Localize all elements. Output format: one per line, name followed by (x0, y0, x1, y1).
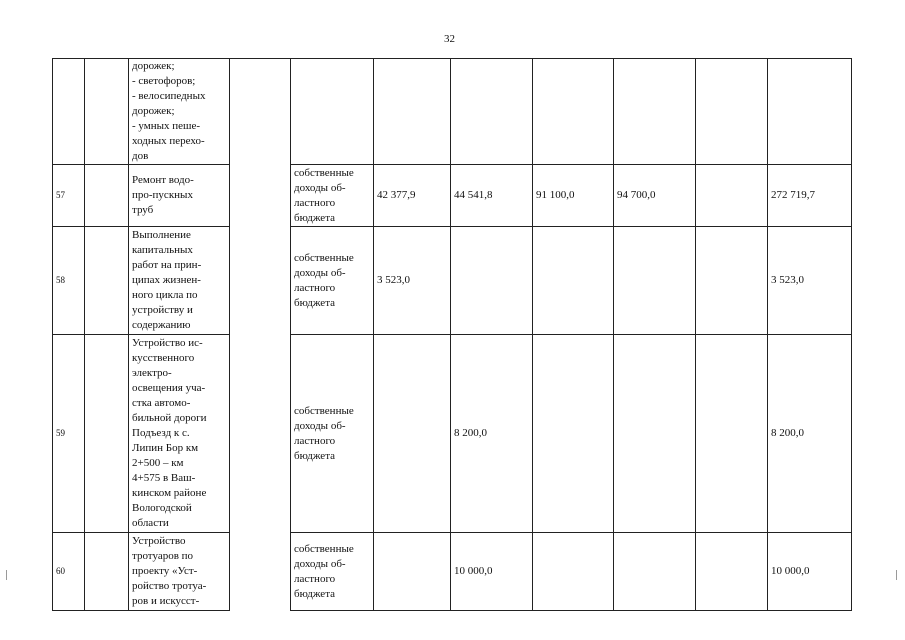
value-cell (533, 335, 614, 533)
measure-name: Устройство тротуаров по проекту «Уст- ройство тротуа- ров и искусст- (129, 533, 230, 611)
blank-cell (85, 59, 129, 165)
funding-source (291, 59, 374, 165)
funding-source: собственные доходы об- ластного бюджета (291, 335, 374, 533)
blank-cell (85, 335, 129, 533)
value-cell: 8 200,0 (451, 335, 533, 533)
measure-name: Выполнение капитальных работ на прин- ципах жизнен- ного цикла по устройству и содержанию (129, 227, 230, 335)
value-cell (374, 533, 451, 611)
total-cell: 8 200,0 (768, 335, 852, 533)
value-cell (696, 533, 768, 611)
total-cell (768, 59, 852, 165)
total-cell: 10 000,0 (768, 533, 852, 611)
value-cell (614, 335, 696, 533)
value-cell (614, 227, 696, 335)
row-number: 58 (53, 227, 85, 335)
value-cell (696, 335, 768, 533)
margin-mark (6, 570, 7, 580)
value-cell: 10 000,0 (451, 533, 533, 611)
margin-mark (896, 570, 897, 580)
funding-source: собственные доходы об- ластного бюджета (291, 227, 374, 335)
value-cell (696, 165, 768, 227)
value-cell (451, 59, 533, 165)
value-cell (374, 335, 451, 533)
funding-source: собственные доходы об- ластного бюджета (291, 165, 374, 227)
table-row (53, 533, 852, 611)
value-cell: 91 100,0 (533, 165, 614, 227)
row-number: 59 (53, 335, 85, 533)
page-number: 32 (444, 33, 455, 45)
value-cell (533, 227, 614, 335)
value-cell (533, 533, 614, 611)
measure-name: Ремонт водо- про-пускных труб (129, 165, 230, 227)
funding-source: собственные доходы об- ластного бюджета (291, 533, 374, 611)
value-cell (451, 227, 533, 335)
value-cell: 94 700,0 (614, 165, 696, 227)
value-cell (614, 533, 696, 611)
value-cell: 44 541,8 (451, 165, 533, 227)
table-row (53, 59, 852, 165)
row-number (53, 59, 85, 165)
table-row (53, 335, 852, 533)
table-row (53, 227, 852, 335)
value-cell (533, 59, 614, 165)
blank-cell (85, 165, 129, 227)
blank-merged-column (230, 59, 291, 611)
value-cell (696, 59, 768, 165)
row-number: 60 (53, 533, 85, 611)
value-cell: 3 523,0 (374, 227, 451, 335)
row-number: 57 (53, 165, 85, 227)
budget-table (52, 58, 852, 611)
measure-name: Устройство ис- кусственного электро- освещения уча- стка автомо- бильной дороги Подъезд к с. Липин Бор км 2+500 – км 4+575 в Ваш- кинском районе Вологодской области (129, 335, 230, 533)
value-cell (696, 227, 768, 335)
table-row (53, 165, 852, 227)
value-cell (374, 59, 451, 165)
blank-cell (85, 227, 129, 335)
measure-name: дорожек; - светофоров; - велосипедных дорожек; - умных пеше- ходных перехо- дов (129, 59, 230, 165)
total-cell: 3 523,0 (768, 227, 852, 335)
total-cell: 272 719,7 (768, 165, 852, 227)
blank-cell (85, 533, 129, 611)
value-cell (614, 59, 696, 165)
value-cell: 42 377,9 (374, 165, 451, 227)
